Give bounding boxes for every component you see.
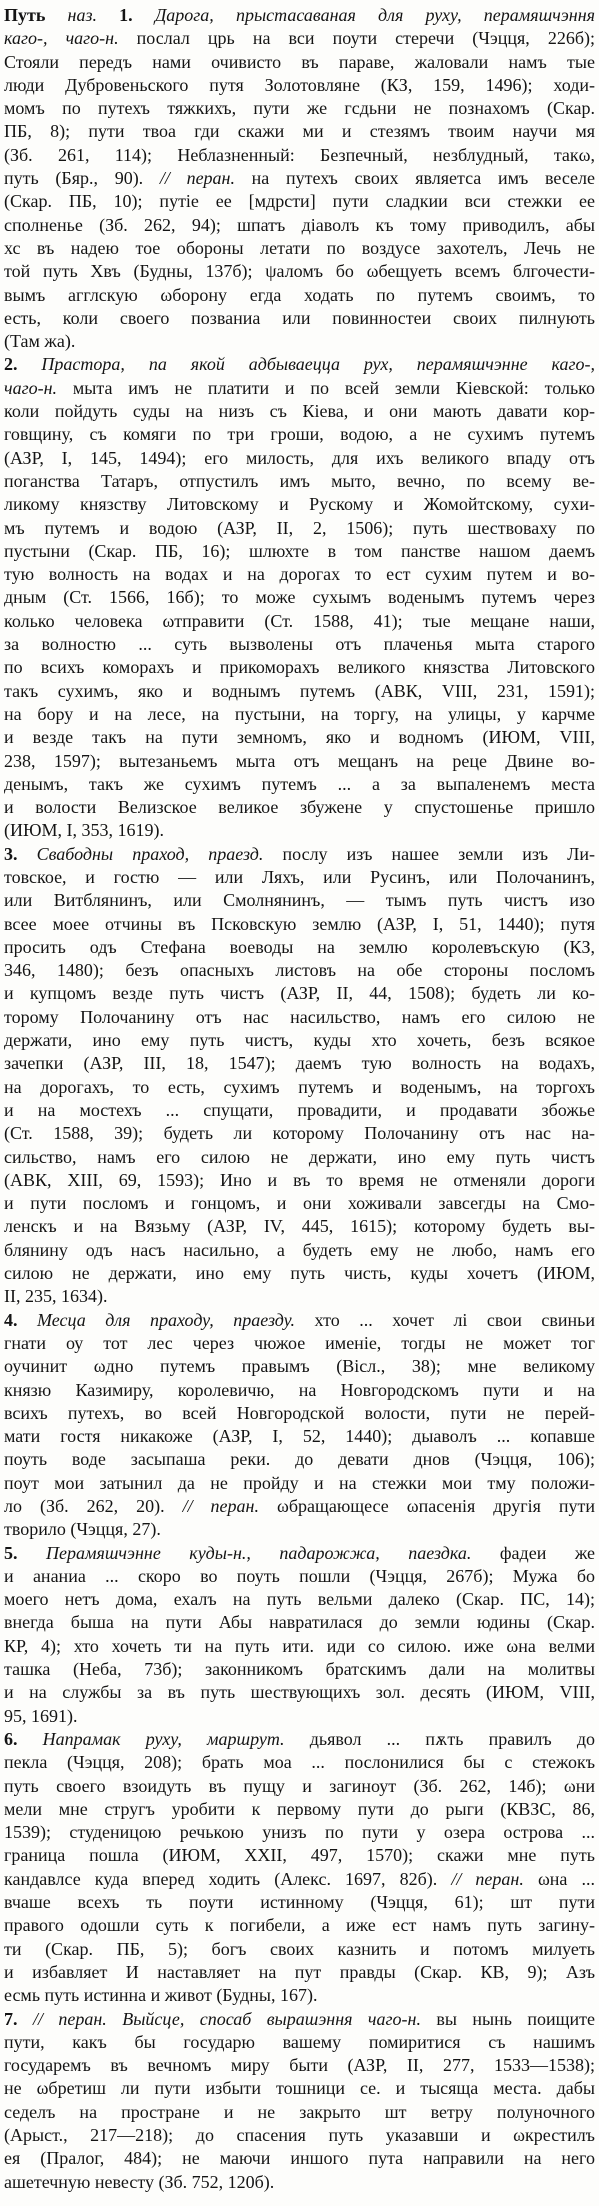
text-line [4, 2171, 595, 2194]
sense-number: 3. [4, 843, 37, 864]
quotation-text: блянину одъ насъ насильно, а будеть ему не любо, намъ его [4, 1239, 595, 1260]
text-line [4, 2147, 595, 2170]
quotation-text: мати гостя никакоже (АЗР, I, 52, 1440); дыаволъ ... копавше [4, 1426, 595, 1447]
text-line [4, 1099, 595, 1122]
text-line [4, 726, 595, 749]
text-line [4, 1821, 595, 1844]
text-line [4, 167, 595, 190]
usage-label: наз. [67, 5, 120, 25]
definition: Выйсце, спосаб вырашэння чаго-н. [122, 2008, 437, 2029]
quotation-text: на бору и на лесе, на пустыни, на торгу, на улицы, у карчме [4, 703, 595, 724]
quotation-text: есть, коли своего позваниа или повинностеи своих пилнують [4, 307, 595, 328]
text-line [4, 1914, 595, 1937]
quotation-text: гнати оу тот лес через чюжое именіе, тогды не может тог [4, 1332, 595, 1353]
text-line [4, 1961, 595, 1984]
text-line [4, 796, 595, 819]
text-line [4, 144, 595, 167]
quotation-text: моего нетъ дома, ехалъ на путь вельми далеко (Скар. ПС, 14); [4, 1589, 595, 1610]
text-line [4, 27, 595, 50]
dictionary-entry [4, 4, 595, 2194]
quotation-text: на дорогахъ, то есть, сухимъ путемъ и воденымъ, на торгохъ [4, 1076, 595, 1097]
text-line [4, 1239, 595, 1262]
sense-number: 1. [119, 5, 155, 25]
sense-number: 2. [4, 354, 42, 375]
text-line [4, 260, 595, 283]
quotation-text: послал црь на вси поути стеречи (Чэцця, 226б); [136, 28, 595, 49]
sense-6 [4, 1728, 595, 2008]
quotation-text: за волностю ... суть вызволены отъ плаченья мыта старого [4, 634, 595, 655]
text-line [4, 307, 595, 330]
definition: Месца для праходу, праезду. [37, 1309, 315, 1330]
sense-number: 7. [4, 2008, 33, 2029]
text-line [4, 1029, 595, 1052]
quotation-text: дным (Ст. 1566, 16б); то може сухымъ воденымъ путемъ через [4, 587, 595, 608]
text-line [4, 1122, 595, 1145]
text-line [4, 1262, 595, 1285]
usage-label: // перан. [159, 168, 252, 189]
quotation-text: (АЗР, I, 145, 1494); его милость, для ихъ великого впаду отъ [4, 447, 595, 468]
quotation-text: II, 235, 1634). [4, 1286, 108, 1307]
text-line [4, 750, 595, 773]
text-line [4, 913, 595, 936]
text-line [4, 493, 595, 516]
text-line [4, 1425, 595, 1448]
quotation-text: по всихъ коморахъ и прикоморахъ великого князства Литовского [4, 657, 595, 678]
quotation-text: путь (Бяр., 90). [4, 168, 160, 189]
text-line [4, 680, 595, 703]
sense-5 [4, 1542, 595, 1728]
quotation-text: коли пойдуть суды на низъ съ Кіева, и они мають давати кор- [4, 401, 595, 422]
quotation-text: князю Казимиру, королевичю, на Новгородскомъ пути и на [4, 1379, 595, 1400]
sense-7 [4, 2008, 595, 2194]
text-line [4, 4, 595, 27]
text-line [4, 2101, 595, 2124]
quotation-text: седелъ на простране и не закрыто шт ветру полуночного [4, 2101, 595, 2122]
quotation-text: и купцомъ везде путь чистъ (АЗР, II, 44, 1508); будеть ли ко- [4, 983, 595, 1004]
text-line [4, 284, 595, 307]
quotation-text: ло (Зб. 262, 20). [4, 1496, 183, 1516]
sense-1 [4, 4, 595, 353]
quotation-text: поуть воде засыпаша реки. до девати днов (Чэцця, 106); [4, 1449, 595, 1470]
text-line [4, 1891, 595, 1914]
quotation-text: сильство, намъ его силою не держати, ино ему путь чистъ [4, 1146, 595, 1167]
quotation-text: (Арыст., 217—218); до спасения путь указавши и ωкрестилъ [4, 2125, 595, 2146]
text-line [4, 1681, 595, 1704]
definition: Перамяшчэнне куды-н., падарожжа, паездка. [46, 1542, 500, 1563]
quotation-text: и пути посломъ и гонцомъ, и они хоживали завсегды на Смо- [4, 1193, 595, 1214]
text-line [4, 423, 595, 446]
text-line [4, 610, 595, 633]
sense-2 [4, 353, 595, 842]
quotation-text: такъ сухимъ, яко и воднымъ путемъ (АВК, VIII, 231, 1591); [4, 680, 595, 701]
text-line [4, 1285, 595, 1308]
quotation-text: послу изъ нашее земли изъ Ли- [282, 843, 595, 864]
text-line [4, 633, 595, 656]
definition: Прастора, па якой адбываецца рух, перамяшчэнне каго-, [41, 354, 595, 375]
text-line [4, 1542, 595, 1565]
quotation-text: Стояли передъ нами очивисто въ параве, жаловали намъ тые [4, 51, 595, 72]
text-line [4, 1751, 595, 1774]
text-line [4, 2031, 595, 2054]
quotation-text: (Там жа). [4, 331, 76, 352]
text-line [4, 773, 595, 796]
text-line [4, 1448, 595, 1471]
quotation-text: хс въ надею тое обороны летати по воздусе захотелъ, Лечь не [4, 237, 595, 258]
quotation-text: силою не держати, ино ему путь чисть, куды хочетъ (ИЮМ, [4, 1263, 595, 1284]
text-line [4, 1006, 595, 1029]
text-line [4, 889, 595, 912]
quotation-text: вымъ агглскую ωборону егда ходать по путемъ своимъ, то [4, 284, 595, 305]
text-line [4, 1868, 595, 1891]
quotation-text: говщину, съ комяги по три гроши, водою, а не сухимъ путемъ [4, 424, 595, 445]
quotation-text: 1539); студеницою речькою унизъ по пути у озера острова ... [4, 1822, 595, 1843]
quotation-text: КР, 4); хто хочеть ти на путь ити. иди со силою. иже ωна велми [4, 1635, 595, 1656]
text-line [4, 400, 595, 423]
quotation-text: есмь путь истинна и живот (Будны, 167). [4, 1985, 318, 2006]
quotation-text: правого одошли суть к погибели, а иже ест намъ путь загину- [4, 1915, 595, 1936]
quotation-text: граница пошла (ИЮМ, XXII, 497, 1570); скажи мне путь [4, 1845, 595, 1866]
quotation-text: 238, 1597); вытезаньемъ мыта отъ мещанъ на реце Двине во- [4, 750, 595, 771]
quotation-text: ташка (Неба, 73б); законникомъ братскимъ дали на молитвы [4, 1659, 595, 1680]
sense-number: 5. [4, 1542, 46, 1563]
definition: Напрамак руху, маршрут. [42, 1728, 310, 1749]
quotation-text: зачепки (АЗР, III, 18, 1547); даемъ тую волность на водахъ, [4, 1053, 595, 1074]
quotation-text: ти (Скар. ПБ, 5); богъ своих казнить и потомъ милуеть [4, 1938, 595, 1959]
text-line [4, 936, 595, 959]
quotation-text: творило (Чэцця, 27). [4, 1519, 161, 1540]
text-line [4, 353, 595, 376]
quotation-text: ея (Пралог, 484); не маючи иншого пута направили на него [4, 2148, 595, 2169]
quotation-text: мыта имъ не платити и по всей земли Кіевской: только [72, 377, 595, 398]
text-line [4, 866, 595, 889]
text-line [4, 1658, 595, 1681]
text-line [4, 1355, 595, 1378]
text-line [4, 1565, 595, 1588]
quotation-text: пекла (Чэцця, 208); брать моа ... послонилися бы с стежокъ [4, 1752, 595, 1773]
quotation-text: и избавляет И наставляет на пут правды (Скар. КВ, 9); Азъ [4, 1961, 595, 1982]
quotation-text: (Скар. ПБ, 10); путіе ее [мдрсти] пути сладкии вси стежки ее [4, 191, 595, 212]
text-line [4, 959, 595, 982]
quotation-text: (ИЮМ, I, 353, 1619). [4, 820, 164, 841]
text-line [4, 214, 595, 237]
quotation-text: ликому князству Литовскому и Рускому и Жомойтскому, сухи- [4, 494, 595, 515]
text-line [4, 1052, 595, 1075]
text-line [4, 563, 595, 586]
usage-label: // перан. [451, 1868, 538, 1889]
text-line [4, 1192, 595, 1215]
quotation-text: и везде такъ на пути земномъ, яко и водномъ (ИЮМ, VIII, [4, 727, 595, 748]
quotation-text: кандавлсе куда вперед ходить (Алекс. 1697, 82б). [4, 1868, 452, 1889]
text-line [4, 1146, 595, 1169]
quotation-text: 346, 1480); безъ опасныхъ листовъ на обе стороны посломъ [4, 960, 595, 981]
text-line [4, 1379, 595, 1402]
quotation-text: фадеи же [499, 1542, 595, 1563]
text-line [4, 470, 595, 493]
text-line [4, 74, 595, 97]
quotation-text: мели мне стругъ уробити к первому пути до рыги (КВЗС, 86, [4, 1798, 595, 1819]
text-line [4, 982, 595, 1005]
quotation-text: поганства Татаръ, отпустилъ имъ мыто, вечно, по всему ве- [4, 470, 595, 491]
text-line [4, 1495, 595, 1518]
text-line [4, 1984, 595, 2007]
text-line [4, 1518, 595, 1541]
quotation-text: той путь Хвъ (Будны, 137б); ψаломъ бо ωбещуеть всемъ блгочести- [4, 261, 595, 282]
text-line [4, 1775, 595, 1798]
text-line [4, 586, 595, 609]
text-line [4, 51, 595, 74]
quotation-text: государемъ въ вечномъ миру быти (АЗР, II, 277, 1533—1538); [4, 2055, 595, 2076]
quotation-text: путь своего взоидуть въ пущу и загиноут (Зб. 262, 14б); ωни [4, 1775, 595, 1796]
quotation-text: просить одъ Стефана воеводы на землю королевъскую (КЗ, [4, 936, 595, 957]
sense-3 [4, 843, 595, 1309]
quotation-text: 95, 1691). [4, 1705, 78, 1726]
text-line [4, 1728, 595, 1751]
quotation-text: пути, какъ бы государю вашему помиритися съ нашимъ [4, 2031, 595, 2052]
quotation-text: ПБ, 8); пути твоа гди скажи ми и стезямъ твоим научи мя [4, 121, 595, 142]
quotation-text: сполненье (Зб. 262, 94); шпатъ діаволъ къ тому приводилъ, абы [4, 214, 595, 235]
quotation-text: или Витблянинъ, или Смолнянинъ, — тымъ путь чистъ изо [4, 890, 595, 911]
text-line [4, 377, 595, 400]
sense-number: 4. [4, 1309, 37, 1330]
quotation-text: всее моее отчины въ Псковскую землю (АЗР, I, 51, 1440); путя [4, 913, 595, 934]
text-line [4, 656, 595, 679]
text-line [4, 1705, 595, 1728]
text-line [4, 2077, 595, 2100]
usage-label: // перан. [32, 2008, 123, 2029]
text-line [4, 97, 595, 120]
quotation-text: вы нынь поищите [436, 2008, 595, 2029]
usage-label: // перан. [182, 1496, 277, 1516]
text-line [4, 843, 595, 866]
text-line [4, 1635, 595, 1658]
text-line [4, 1472, 595, 1495]
sense-4 [4, 1309, 595, 1542]
text-line [4, 540, 595, 563]
quotation-text: ωна ... [537, 1868, 595, 1889]
quotation-text: и ананиа ... скоро во поуть пошли (Чэцця, 267б); Мужа бо [4, 1565, 595, 1586]
text-line [4, 1215, 595, 1238]
quotation-text: (Зб. 261, 114); Неблазненный: Безпечный, незблудный, такω, [4, 144, 595, 165]
text-line [4, 2054, 595, 2077]
text-line [4, 2124, 595, 2147]
text-line [4, 1844, 595, 1867]
quotation-text: люди Дубровеньского путя Золотовляне (КЗ, 159, 1496); ходи- [4, 74, 595, 95]
text-line [4, 1402, 595, 1425]
quotation-text: мъ путемъ и водою (АЗР, II, 2, 1506); путь шествоваху по [4, 517, 595, 538]
text-line [4, 819, 595, 842]
quotation-text: поут мои затынил да не пройду и на стежки мои тму положи- [4, 1472, 595, 1493]
definition: Свабодны праход, праезд. [36, 843, 283, 864]
text-line [4, 703, 595, 726]
text-line [4, 1798, 595, 1821]
quotation-text: момъ по путехъ тяжкихъ, пути же гсдьни не познахомъ (Скар. [4, 98, 595, 119]
quotation-text: держати, ино ему путь чистъ, куды хто хочеть, безъ всякое [4, 1030, 595, 1051]
quotation-text: торому Полочанину отъ нас насильство, намъ его силою не [4, 1006, 595, 1027]
quotation-text: оучинит ωдно путемъ правымъ (Вісл., 38); мне великому [4, 1356, 595, 1377]
quotation-text: и на службы за въ путь шествующихъ зол. десять (ИЮМ, VIII, [4, 1682, 595, 1703]
quotation-text: ωбращающесе ωпасенія другія пути [276, 1496, 595, 1516]
quotation-text: колько человека ωтправити (Ст. 1588, 41); тые мещане наши, [4, 610, 595, 631]
quotation-text: дьявол ... пѫть правилъ до [309, 1728, 595, 1749]
text-line [4, 120, 595, 143]
quotation-text: ашетечную невесту (Зб. 752, 120б). [4, 2171, 275, 2192]
quotation-text: тую волность на водах и на дорогах то ест сухим путем и во- [4, 564, 595, 585]
quotation-text: не ωбретиш ли пути избыти тошници се. и тысяща места. дабы [4, 2078, 595, 2099]
text-line [4, 1169, 595, 1192]
text-line [4, 1938, 595, 1961]
quotation-text: вчаше всехъ ть поути истинному (Чэцця, 61); шт пути [4, 1892, 595, 1913]
definition: чаго-н. [4, 377, 73, 398]
text-line [4, 1588, 595, 1611]
headword: Путь [4, 5, 68, 25]
quotation-text: денымъ, такъ же сухимъ путемъ ... а за выпаленемъ места [4, 773, 595, 794]
text-line [4, 447, 595, 470]
quotation-text: товское, и гостю — или Ляхъ, или Русинъ, или Полочанинъ, [4, 866, 595, 887]
text-line [4, 330, 595, 353]
quotation-text: и волости Велизское великое збужене у спустошенье пришло [4, 797, 595, 818]
definition: каго-, чаго-н. [4, 28, 137, 49]
quotation-text: (Ст. 1588, 39); будеть ли которому Полочанину отъ нас на- [4, 1123, 595, 1144]
quotation-text: и на мостехъ ... спущати, провадити, и продавати збожье [4, 1099, 595, 1120]
text-line [4, 237, 595, 260]
text-line [4, 1309, 595, 1332]
text-line [4, 1076, 595, 1099]
definition: Дарога, прыстасаваная для руху, перамяшчэння [154, 5, 595, 25]
text-line [4, 1332, 595, 1355]
quotation-text: хто ... хочет лі свои свиньи [314, 1309, 595, 1330]
quotation-text: ленскъ и на Вязьму (АЗР, IV, 445, 1615); которому будеть вы- [4, 1216, 595, 1237]
sense-number: 6. [4, 1728, 43, 1749]
quotation-text: на путехъ своих являетса имъ веселе [251, 168, 595, 189]
text-line [4, 517, 595, 540]
quotation-text: пустыни (Скар. ПБ, 16); шлюхте в том панстве нашом даемъ [4, 540, 595, 561]
text-line [4, 1611, 595, 1634]
text-line [4, 190, 595, 213]
quotation-text: внегда быша на пути Абы навратилася до земли юдины (Скар. [4, 1612, 595, 1633]
quotation-text: всихъ путехъ, во всей Новгородской волости, пути не перей- [4, 1402, 595, 1423]
quotation-text: (АВК, XIII, 69, 1593); Ино и въ то время не отменяли дороги [4, 1169, 595, 1190]
text-line [4, 2008, 595, 2031]
